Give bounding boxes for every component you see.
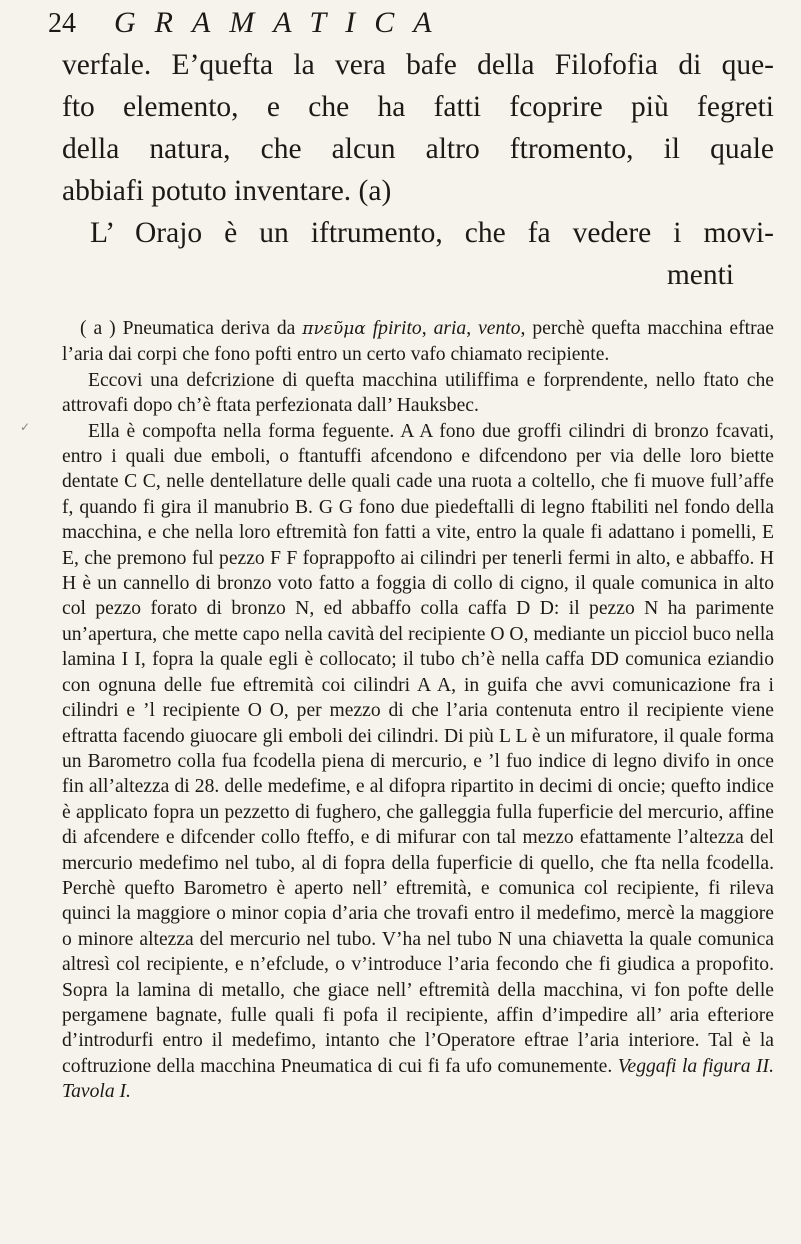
main-text-line-4: abbiafi potuto inventare. (a) xyxy=(62,175,392,207)
footnote-paragraph-2: Eccovi una defcrizione di quefta macchina utiliffima e forprendente, nello ftato che attrovafi dopo ch’è ftata perfezionata dall’ Hauksbec. xyxy=(62,369,774,417)
main-text-line-1: verfale. E’quefta la vera bafe della Filofofia di que- xyxy=(62,49,774,81)
margin-mark: ✓ xyxy=(20,420,31,434)
main-text-line-2: fto elemento, e che ha fatti fcoprire più fegreti xyxy=(62,91,774,123)
page-number: 24 xyxy=(48,8,76,39)
footnote-p1-text-e: , perchè quefta macchina eftrae l’aria dai corpi che fono pofti entro un certo vafo chiamato recipiente. xyxy=(62,318,774,366)
footnote-p1-text-c: , xyxy=(421,318,434,339)
running-title: GRAMATICA xyxy=(114,6,451,39)
main-text-line-3: della natura, che alcun altro ftromento, il quale xyxy=(62,133,774,165)
main-text xyxy=(62,44,774,296)
footnote-paragraph-1 xyxy=(62,316,774,368)
footnote-p3-text: Ella è compofta nella forma feguente. A A fono due groffi cilindri di bronzo fcavati, entro i quali due emboli, o ftantuffi afcendono e difcendono per via delle loro biette dentate C C, nelle dentellature delle quali cade una ruota a coltello, che fi muove full’affe f, quando fi gira il manubrio B. G G fono due piedeftalli di legno ftabiliti nel fondo della macchina, e che nella loro eftremità fon fatti a vite, entro la quale fi adattano i pomelli, E E, che premono ful pezzo F F foprappofto ai cilindri per tenerli fermi in alto, e abbaffo. H H è un cannello di bronzo voto fatto a foggia di collo di cigno, il quale comunica in alto col pezzo forato di bronzo N, ed abbaffo colla caffa D D: il pezzo N ha parimente un’apertura, che mette capo nella cavità del recipiente O O, mediante un picciol buco nella lamina I I, fopra la quale egli è collocato; il tubo ch’è nella caffa DD comunica eziandio con ognuna delle fue eftremità coi cilindri A A, in guifa che avvi comunicazione fra i cilindri e ’l recipiente O O, per mezzo di che l’aria contenuta entro il recipiente viene eftratta facendo giuocare gli emboli dei cilindri. Di più L L è un mifuratore, il quale forma un Barometro colla fua fcodella piena di mercurio, e ’l fuo indice di legno divifo in once fin all’altezza di 28. delle medefime, e al difopra ripartito in decimi di oncie; quefto indice è applicato fopra un pezzetto di fughero, che galleggia fulla fuperficie del mercurio, affine di afcendere e difcender collo fteffo, e di mifurar con tal mezzo efattamente l’altezza del mercurio medefimo nel tubo, al di fopra della fuperficie di quello, che fta nella fcodella. Perchè quefto Barometro è aperto nell’ eftremità, e comunica col recipiente, fi rileva quinci la maggiore o minor copia d’aria che trovafi entro il medefimo, mercè la maggiore o minore altezza del mercurio nel tubo. V’ha nel tubo N una chiavetta la quale comunica altresì col recipiente, e n’efclude, o v’introduce l’aria fecondo che fi giudica a propofito. Sopra la lamina di metallo, che giace nell’ eftremità della macchina, vi fon pofte delle pergamene bagnate, fulle quali fi pofa il recipiente, affin d’impedire all’ aria efteriore d’introdurfi entro il medefimo, intanto che l’Operatore eftrae l’aria interiore. Tal è la coftruzione della macchina Pneumatica di cui fi fa ufo comunemente. xyxy=(62,420,774,1077)
footnote-p1-text-b xyxy=(366,318,373,339)
footnote-paragraph-3 xyxy=(62,419,774,1105)
catchword: menti xyxy=(666,259,734,291)
footnote-p1-greek-word: πνεῦμα xyxy=(302,319,366,339)
running-head xyxy=(48,6,668,46)
footnote xyxy=(62,316,774,1105)
footnote-p1-italic-3: vento xyxy=(478,318,521,339)
footnote-p1-italic-1: fpirito xyxy=(372,318,422,339)
footnote-p1-text-a: ( a ) Pneumatica deriva da xyxy=(80,318,303,339)
footnote-p3-figure-reference: Veggafi la figura II. Tavola I. xyxy=(62,1055,774,1103)
footnote-p1-text-d: , xyxy=(466,318,479,339)
main-text-line-5: L’ Orajo è un iftrumento, che fa vedere i movi- xyxy=(90,217,774,249)
footnote-p1-italic-2: aria xyxy=(433,318,467,339)
